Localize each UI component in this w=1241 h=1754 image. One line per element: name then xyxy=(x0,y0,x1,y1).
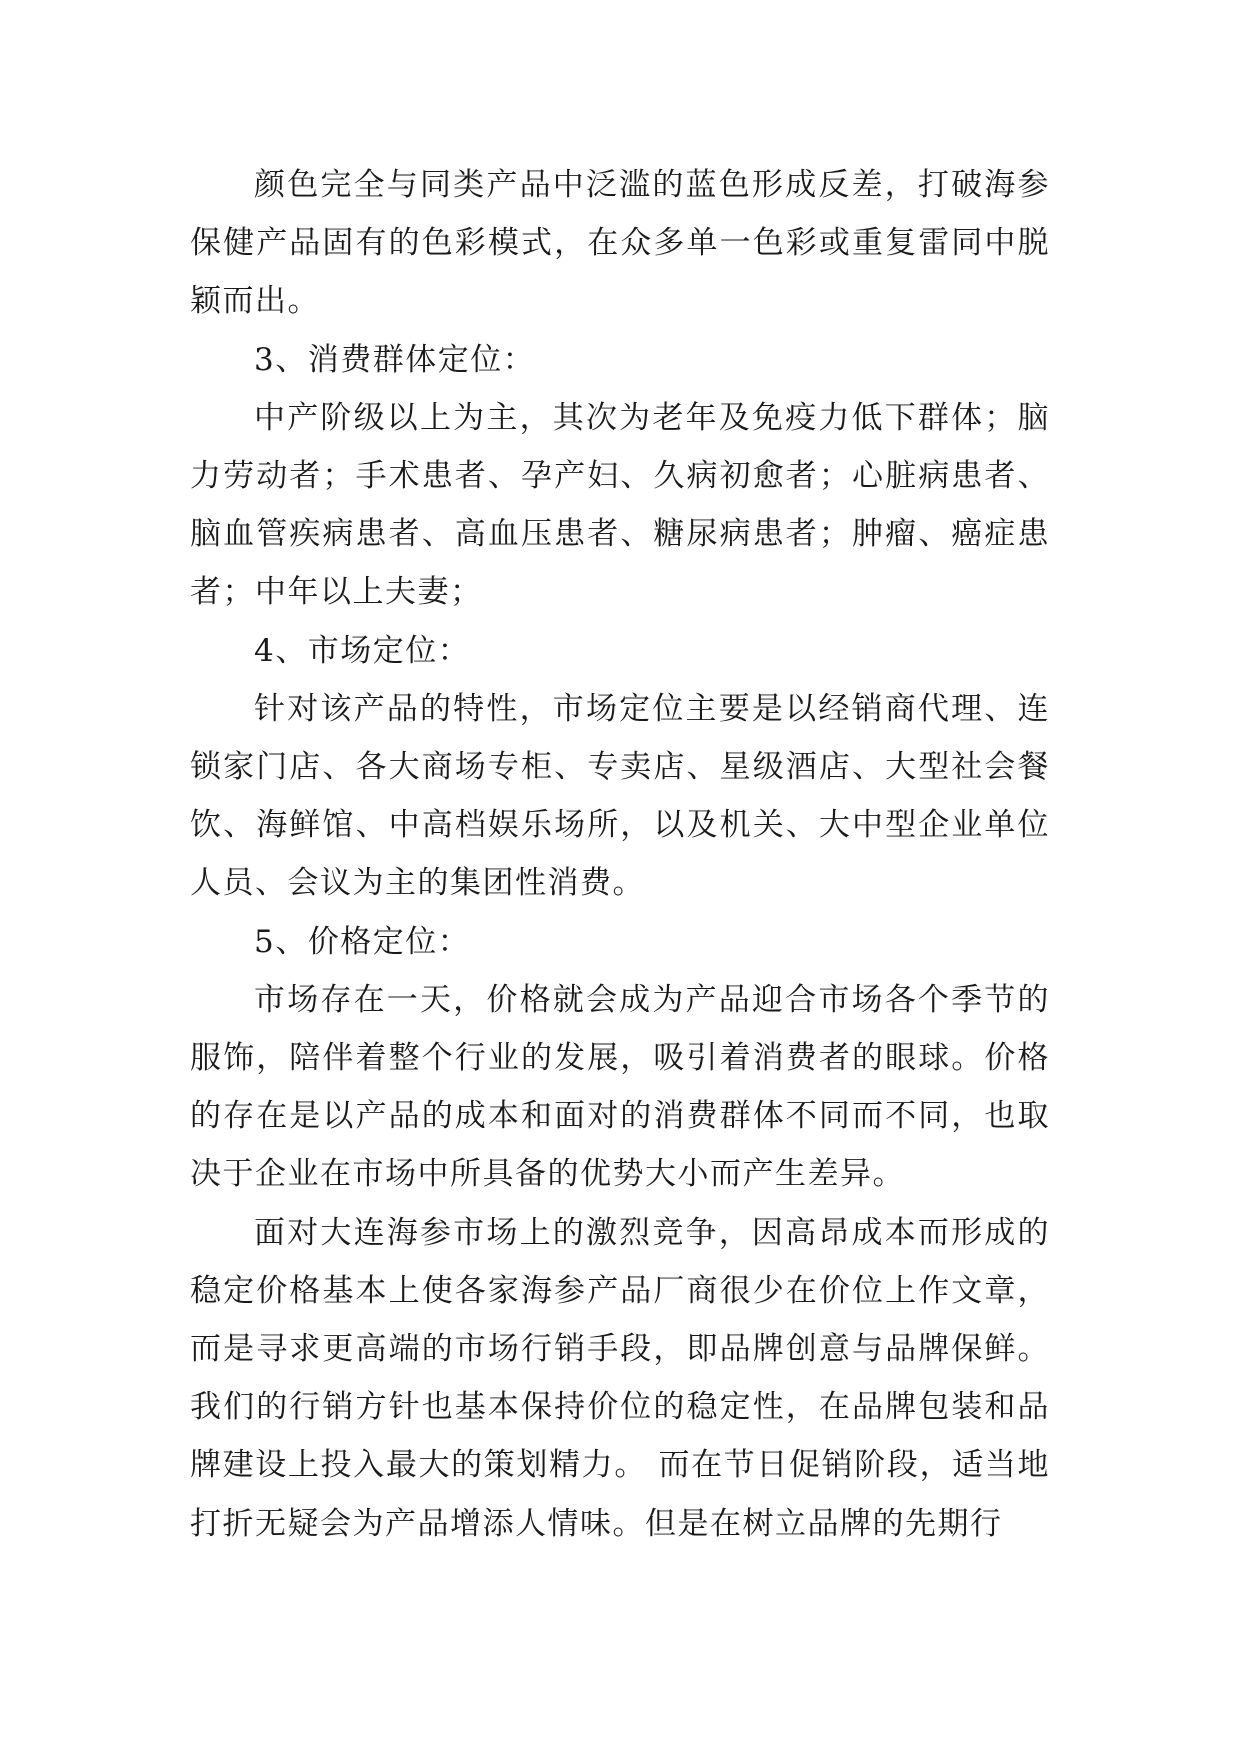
document-body xyxy=(190,156,1050,1553)
heading-consumer-positioning: 3、消费群体定位： xyxy=(254,341,536,378)
paragraph-color-contrast: 颜色完全与同类产品中泛滥的蓝色形成反差，打破海参保健产品固有的色彩模式，在众多单一色彩或重复雷同中脱颖而出。 xyxy=(190,167,1050,320)
paragraph-price-strategy: 面对大连海参市场上的激烈竞争，因高昂成本而形成的稳定价格基本上使各家海参产品厂商很少在价位上作文章，而是寻求更高端的市场行销手段，即品牌创意与品牌保鲜。我们的行销方针也基本保持价位的稳定性，在品牌包装和品牌建设上投入最大的策划精力。 而在节日促销阶段，适当地打折无疑会为产品增添人情味。但是在树立品牌的先期行 xyxy=(190,1214,1050,1542)
heading-price-positioning: 5、价格定位： xyxy=(254,923,471,960)
paragraph-price-existence: 市场存在一天，价格就会成为产品迎合市场各个季节的服饰，陪伴着整个行业的发展，吸引着消费者的眼球。价格的存在是以产品的成本和面对的消费群体不同而不同，也取决于企业在市场中所具备的优势大小而产生差异。 xyxy=(190,981,1050,1193)
heading-market-positioning: 4、市场定位： xyxy=(254,632,471,669)
paragraph-market-channels: 针对该产品的特性，市场定位主要是以经销商代理、连锁家门店、各大商场专柜、专卖店、星级酒店、大型社会餐饮、海鲜馆、中高档娱乐场所，以及机关、大中型企业单位人员、会议为主的集团性消费。 xyxy=(190,690,1050,902)
paragraph-consumer-groups: 中产阶级以上为主，其次为老年及免疫力低下群体；脑力劳动者；手术患者、孕产妇、久病初愈者；心脏病患者、脑血管疾病患者、高血压患者、糖尿病患者；肿瘤、癌症患者；中年以上夫妻； xyxy=(190,399,1050,611)
